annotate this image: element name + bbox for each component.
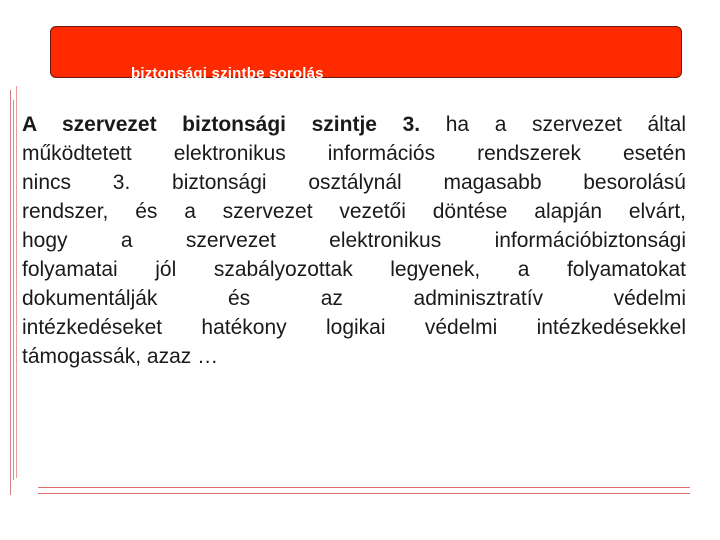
body-line-text: ha a szervezet által xyxy=(420,113,686,136)
body-line: nincs 3. biztonsági osztálynál magasabb besorolású xyxy=(22,171,686,194)
slide-body xyxy=(22,110,686,371)
left-decor-line xyxy=(16,86,17,478)
body-bold-lead: A szervezet biztonsági szintje 3. xyxy=(22,113,421,136)
left-decor-line xyxy=(10,90,11,495)
body-line: intézkedéseket hatékony logikai védelmi intézkedésekkel xyxy=(22,316,686,339)
body-line: hogy a szervezet elektronikus információbiztonsági xyxy=(22,229,686,252)
body-line: dokumentálják és az adminisztratív védelmi xyxy=(22,287,686,310)
body-line: támogassák, azaz … xyxy=(22,345,219,368)
slide-title: biztonsági szintbe sorolás xyxy=(131,65,324,82)
bottom-decor-line xyxy=(38,487,690,488)
body-line xyxy=(22,110,686,139)
left-decor-line xyxy=(13,100,14,480)
body-line: folyamatai jól szabályozottak legyenek, a folyamatokat xyxy=(22,258,686,281)
bottom-decor-line xyxy=(38,493,690,494)
title-banner xyxy=(50,26,682,82)
body-line: működtetett elektronikus információs rendszerek esetén xyxy=(22,142,686,165)
body-line: rendszer, és a szervezet vezetői döntése alapján elvárt, xyxy=(22,200,686,223)
